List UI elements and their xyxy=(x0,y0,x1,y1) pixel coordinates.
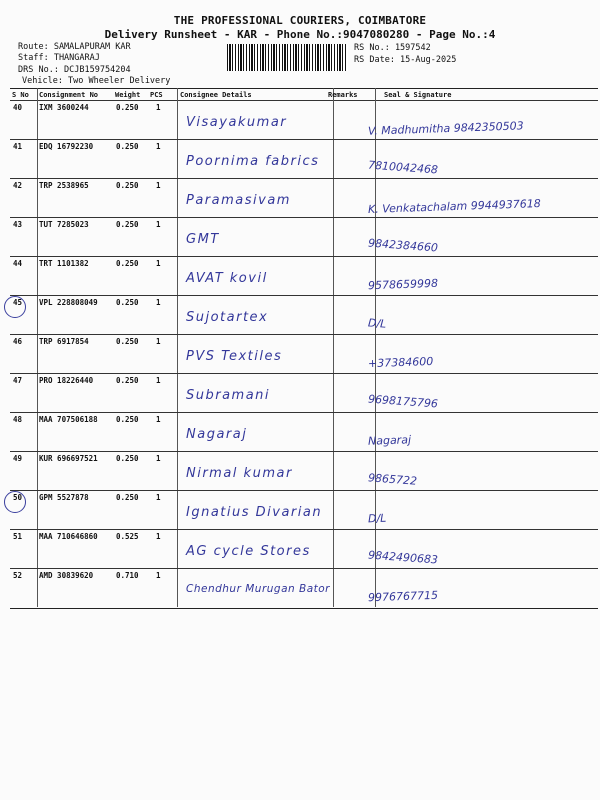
row-divider xyxy=(10,178,598,179)
vehicle-label: Vehicle: Two Wheeler Delivery xyxy=(22,76,171,86)
row-pcs: 1 xyxy=(156,415,161,424)
row-weight: 0.250 xyxy=(116,493,139,502)
route-label: Route: SAMALAPURAM KAR xyxy=(18,42,131,52)
row-divider xyxy=(10,139,598,140)
row-consignee-name: PVS Textiles xyxy=(186,349,283,364)
header-pcs: PCS xyxy=(150,91,163,99)
row-divider xyxy=(10,490,598,491)
row-signature: Nagaraj xyxy=(367,433,412,448)
runsheet-subtitle: Delivery Runsheet - KAR - Phone No.:9047080280 - Page No.:4 xyxy=(104,28,496,41)
barcode xyxy=(227,44,348,71)
row-sno: 50 xyxy=(13,493,23,502)
row-divider xyxy=(10,295,598,296)
company-title: THE PROFESSIONAL COURIERS, COIMBATORE xyxy=(173,14,427,27)
row-signature: 9698175796 xyxy=(367,392,439,411)
row-weight: 0.710 xyxy=(116,571,139,580)
row-consignment-no: IXM 3600244 xyxy=(39,103,89,112)
row-sno: 47 xyxy=(13,376,23,385)
row-consignee-name: Paramasivam xyxy=(186,193,291,208)
row-weight: 0.250 xyxy=(116,181,139,190)
row-weight: 0.250 xyxy=(116,220,139,229)
row-sno: 49 xyxy=(13,454,23,463)
header-consignee: Consignee Details xyxy=(180,91,252,99)
row-pcs: 1 xyxy=(156,103,161,112)
row-signature: 7810042468 xyxy=(367,158,439,177)
row-pcs: 1 xyxy=(156,220,161,229)
header-remarks: Remarks xyxy=(328,91,358,99)
row-signature: 9842384660 xyxy=(367,236,439,255)
row-pcs: 1 xyxy=(156,376,161,385)
row-consignee-name: Sujotartex xyxy=(186,310,269,325)
row-sno: 41 xyxy=(13,142,23,151)
row-signature: +37384600 xyxy=(367,354,434,371)
row-divider xyxy=(10,568,598,569)
row-signature: 9578659998 xyxy=(367,276,439,293)
row-signature: 9976767715 xyxy=(367,588,439,605)
row-weight: 0.250 xyxy=(116,454,139,463)
row-consignee-name: Chendhur Murugan Bator xyxy=(186,583,331,595)
row-consignment-no: TRP 6917854 xyxy=(39,337,89,346)
row-weight: 0.250 xyxy=(116,259,139,268)
drs-number: DRS No.: DCJB159754204 xyxy=(18,65,131,75)
row-consignee-name: Poornima fabrics xyxy=(186,154,320,169)
row-consignment-no: TRT 1101382 xyxy=(39,259,89,268)
rs-number: RS No.: 1597542 xyxy=(354,43,431,53)
row-consignee-name: Ignatius Divarian xyxy=(186,505,323,520)
row-weight: 0.250 xyxy=(116,142,139,151)
row-consignee-name: AG cycle Stores xyxy=(186,544,311,559)
row-consignment-no: EDQ 16792230 xyxy=(39,142,94,151)
row-sno: 46 xyxy=(13,337,23,346)
row-consignee-name: Nagaraj xyxy=(186,427,248,442)
rs-date: RS Date: 15-Aug-2025 xyxy=(354,55,457,65)
row-signature: V. Madhumitha 9842350503 xyxy=(367,119,524,138)
row-pcs: 1 xyxy=(156,532,161,541)
row-pcs: 1 xyxy=(156,142,161,151)
row-signature: 9842490683 xyxy=(367,548,439,567)
row-pcs: 1 xyxy=(156,454,161,463)
header-seal-signature: Seal & Signature xyxy=(384,91,452,99)
row-divider xyxy=(10,451,598,452)
row-weight: 0.250 xyxy=(116,376,139,385)
row-consignee-name: GMT xyxy=(186,232,220,247)
row-divider xyxy=(10,529,598,530)
handwritten-circle xyxy=(4,296,26,318)
row-signature: K. Venkatachalam 9944937618 xyxy=(367,196,541,217)
row-pcs: 1 xyxy=(156,571,161,580)
row-sno: 51 xyxy=(13,532,23,541)
row-consignment-no: TRP 2538965 xyxy=(39,181,89,190)
row-consignment-no: MAA 707506188 xyxy=(39,415,98,424)
row-pcs: 1 xyxy=(156,181,161,190)
row-sno: 52 xyxy=(13,571,23,580)
row-weight: 0.250 xyxy=(116,337,139,346)
row-consignment-no: MAA 710646860 xyxy=(39,532,98,541)
row-sno: 44 xyxy=(13,259,23,268)
row-consignment-no: KUR 696697521 xyxy=(39,454,98,463)
row-consignment-no: PRO 18226440 xyxy=(39,376,94,385)
staff-label: Staff: THANGARAJ xyxy=(18,53,100,63)
row-consignee-name: Visayakumar xyxy=(186,115,288,130)
row-signature: D/L xyxy=(367,316,387,331)
row-pcs: 1 xyxy=(156,298,161,307)
header-sno: S No xyxy=(12,91,29,99)
row-consignee-name: Nirmal kumar xyxy=(186,466,293,481)
row-sno: 42 xyxy=(13,181,23,190)
header-weight: Weight xyxy=(115,91,141,99)
row-pcs: 1 xyxy=(156,259,161,268)
row-weight: 0.525 xyxy=(116,532,139,541)
row-divider xyxy=(10,412,598,413)
row-pcs: 1 xyxy=(156,493,161,502)
row-sno: 40 xyxy=(13,103,23,112)
row-sno: 45 xyxy=(13,298,23,307)
row-signature: 9865722 xyxy=(367,471,418,488)
row-weight: 0.250 xyxy=(116,103,139,112)
header-divider xyxy=(10,100,598,101)
row-consignee-name: AVAT kovil xyxy=(186,271,268,286)
row-consignment-no: AMD 30839620 xyxy=(39,571,94,580)
row-signature: D/L xyxy=(367,511,387,526)
row-sno: 48 xyxy=(13,415,23,424)
row-divider xyxy=(10,334,598,335)
row-consignment-no: VPL 228808049 xyxy=(39,298,98,307)
row-pcs: 1 xyxy=(156,337,161,346)
row-sno: 43 xyxy=(13,220,23,229)
row-divider xyxy=(10,217,598,218)
header-consignment: Consignment No xyxy=(39,91,99,99)
row-weight: 0.250 xyxy=(116,415,139,424)
row-weight: 0.250 xyxy=(116,298,139,307)
row-consignee-name: Subramani xyxy=(186,388,271,403)
row-divider xyxy=(10,373,598,374)
row-consignment-no: GPM 5527878 xyxy=(39,493,89,502)
handwritten-circle xyxy=(4,491,26,513)
row-divider xyxy=(10,256,598,257)
row-consignment-no: TUT 7285023 xyxy=(39,220,89,229)
